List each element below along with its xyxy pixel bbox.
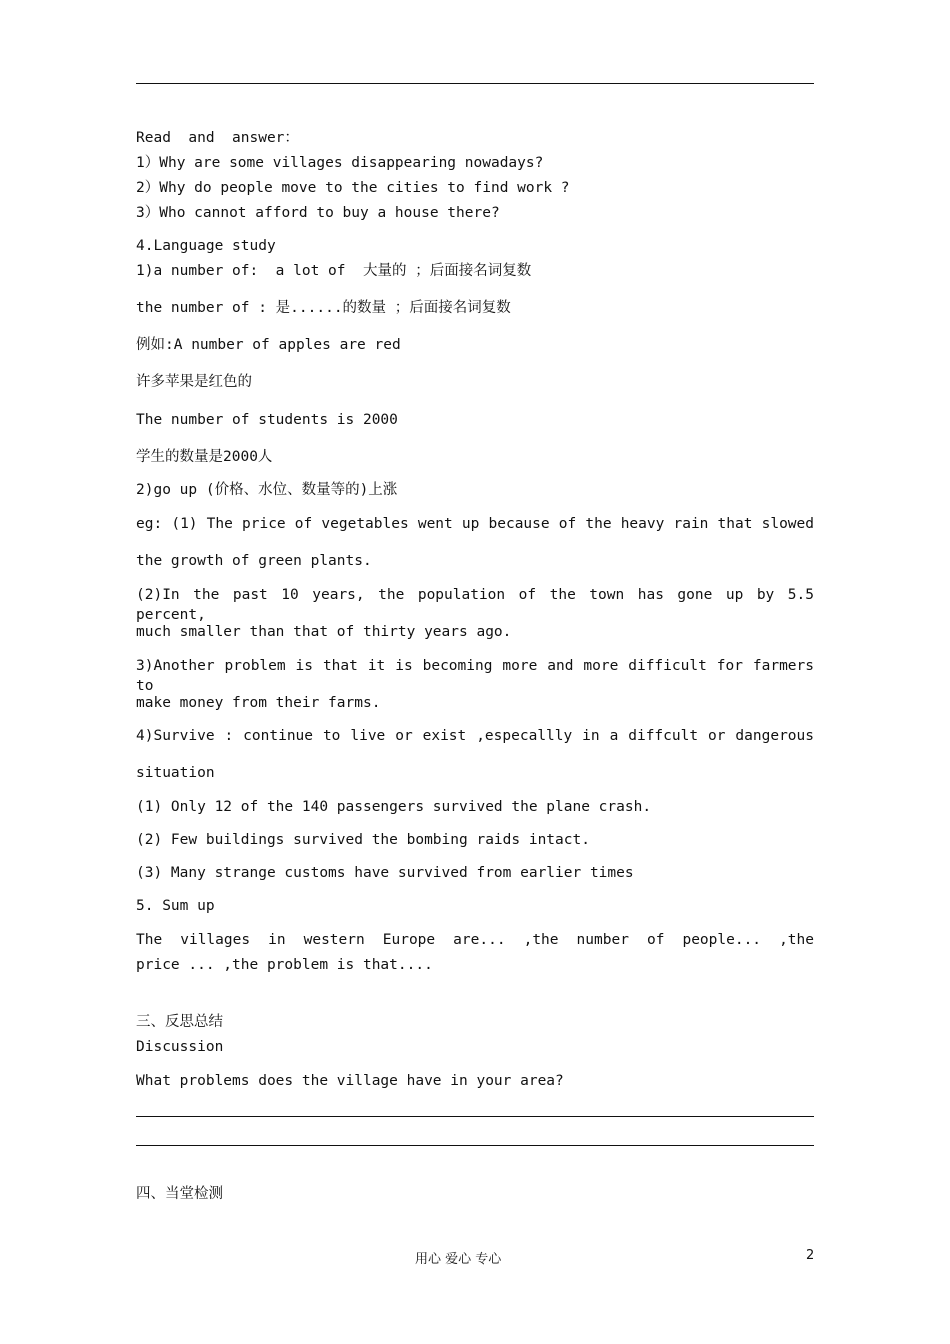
header-rule <box>136 83 814 84</box>
footer-motto: 用心 爱心 专心 <box>415 1252 502 1267</box>
question-3: 3）Who cannot afford to buy a house there? <box>136 205 500 221</box>
example-line: (2)In the past 10 years, the population of the town has gone up by 5.5 percent, <box>136 587 814 623</box>
survive-example-1: (1) Only 12 of the 140 passengers survived the plane crash. <box>136 799 652 815</box>
note-the-number-of: the number of : 是......的数量 ；后面接名词复数 <box>136 300 511 316</box>
sum-up-text: price ... ,the problem is that.... <box>136 957 433 973</box>
example-translation: 许多苹果是红色的 <box>136 374 252 390</box>
sum-up-text: The villages in western Europe are... ,the number of people... ,the <box>136 932 814 948</box>
example-line: 例如:A number of apples are red <box>136 337 401 353</box>
question-1: 1）Why are some villages disappearing nowadays? <box>136 155 544 171</box>
example-line: much smaller than that of thirty years ago. <box>136 624 512 640</box>
reflection-heading: 三、反思总结 <box>136 1014 223 1030</box>
language-study-heading: 4.Language study <box>136 238 276 254</box>
example-line: the growth of green plants. <box>136 553 372 569</box>
example-line: eg: (1) The price of vegetables went up because of the heavy rain that slowed <box>136 516 814 532</box>
sum-up-heading: 5. Sum up <box>136 898 215 914</box>
survive-example-3: (3) Many strange customs have survived from earlier times <box>136 865 634 881</box>
read-answer-heading: Read and answer： <box>136 130 299 146</box>
note-survive: situation <box>136 765 215 781</box>
note-go-up: 2)go up (价格、水位、数量等的)上涨 <box>136 482 398 498</box>
note-a-number-of: 1)a number of: a lot of 大量的 ；后面接名词复数 <box>136 263 532 279</box>
in-class-test-heading: 四、当堂检测 <box>136 1186 223 1202</box>
discussion-label: Discussion <box>136 1039 224 1055</box>
note-another-problem: make money from their farms. <box>136 695 381 711</box>
note-another-problem: 3)Another problem is that it is becoming more and more difficult for farmers to <box>136 658 814 694</box>
answer-line <box>136 1116 814 1117</box>
answer-line <box>136 1145 814 1146</box>
survive-example-2: (2) Few buildings survived the bombing raids intact. <box>136 832 590 848</box>
page-number: 2 <box>806 1248 815 1263</box>
note-survive: 4)Survive : continue to live or exist ,especallly in a diffcult or dangerous <box>136 728 814 744</box>
example-line: The number of students is 2000 <box>136 412 398 428</box>
discussion-question: What problems does the village have in your area? <box>136 1073 564 1089</box>
question-2: 2）Why do people move to the cities to find work ? <box>136 180 570 196</box>
example-translation: 学生的数量是2000人 <box>136 449 273 465</box>
